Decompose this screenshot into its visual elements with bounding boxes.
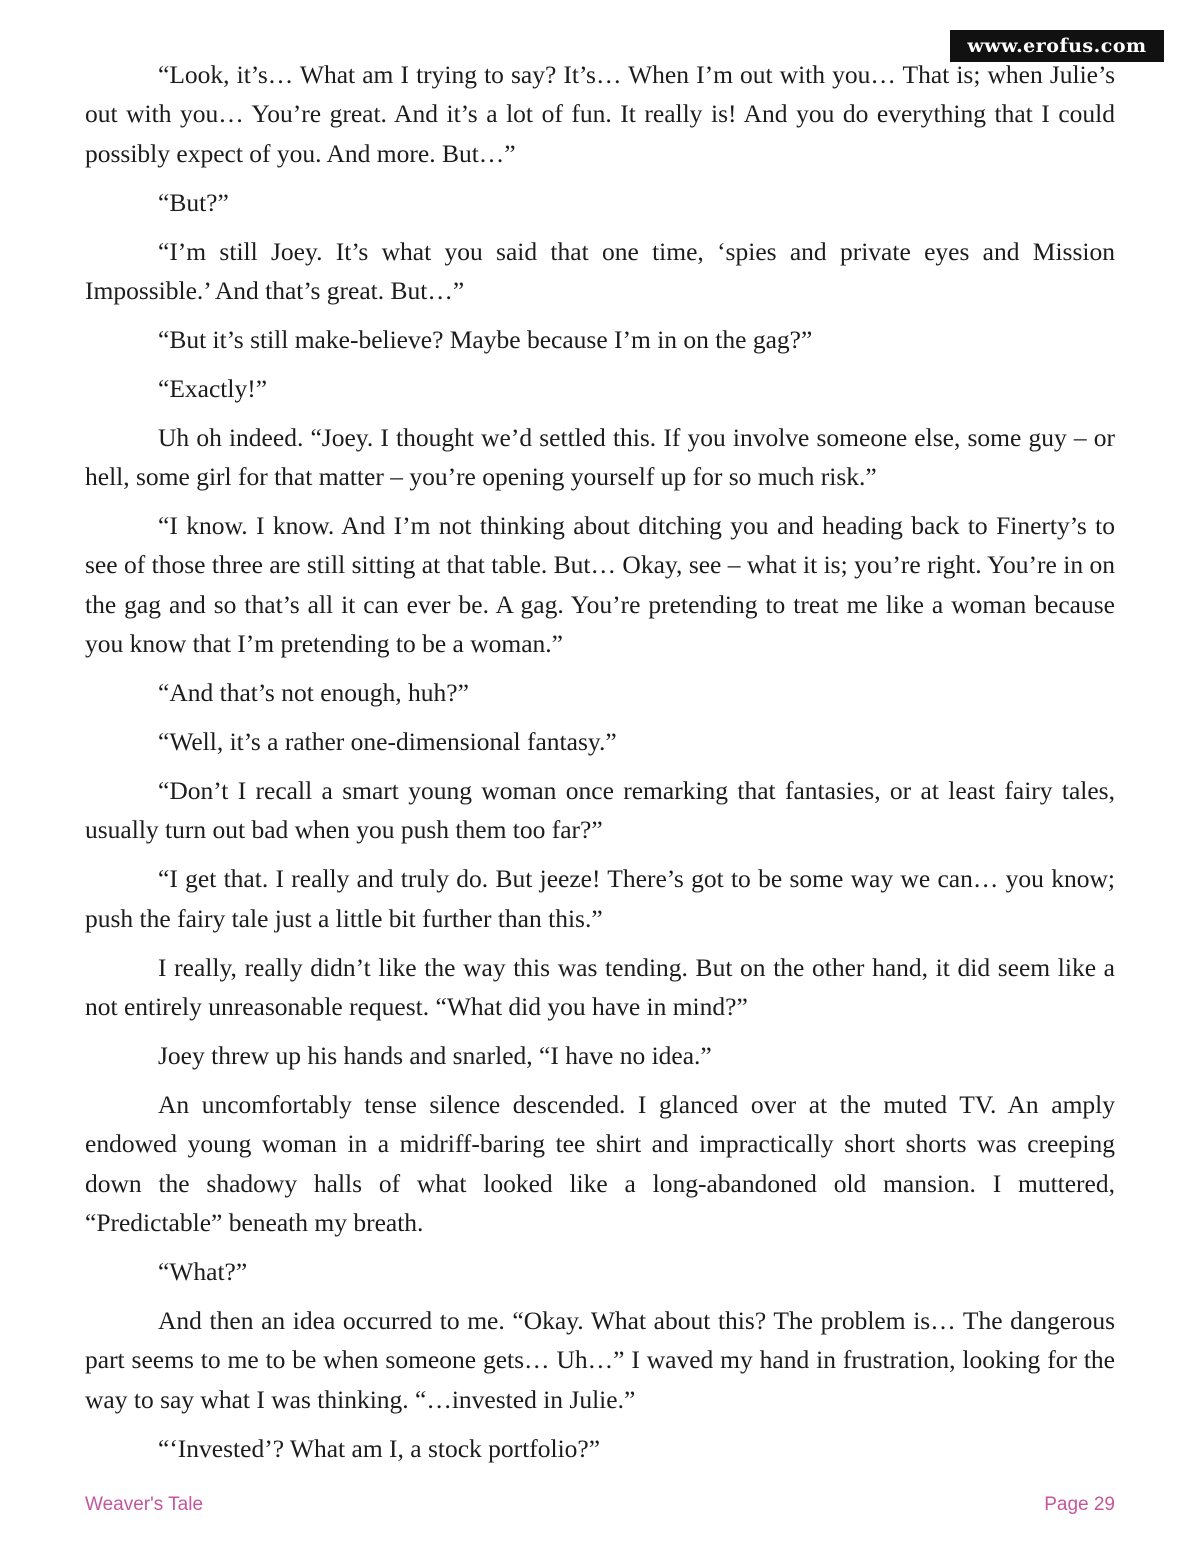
paragraph: “I get that. I really and truly do. But jeeze! There’s got to be some way we can… you know; push the fairy tale just a little bit further than this.” xyxy=(85,864,1115,933)
paragraph: “But?” xyxy=(158,187,229,217)
paragraph: “Exactly!” xyxy=(158,373,268,403)
paragraph: “But it’s still make-believe? Maybe because I’m in on the gag?” xyxy=(158,324,813,354)
paragraph: An uncomfortably tense silence descended. I glanced over at the muted TV. An amply endowed young woman in a midriff-baring tee shirt and impractically short shorts was creeping down the shadowy halls of what looked like a long-abandoned old mansion. I muttered, “Predictable” beneath my breath. xyxy=(85,1089,1115,1238)
footer-page-number: Page 29 xyxy=(1044,1494,1115,1515)
paragraph: “I’m still Joey. It’s what you said that one time, ‘spies and private eyes and Mission Impossible.’ And that’s great. But…” xyxy=(85,236,1115,306)
paragraph: Uh oh indeed. “Joey. I thought we’d settled this. If you involve someone else, some guy – or hell, some girl for that matter – you’re opening yourself up for so much risk.” xyxy=(85,422,1115,492)
paragraph: And then an idea occurred to me. “Okay. What about this? The problem is… The dangerous part seems to me to be when someone gets… Uh…” I waved my hand in frustration, looking for the way to say what I was thinking. “…invested in Julie.” xyxy=(85,1305,1115,1414)
paragraph: “Well, it’s a rather one-dimensional fantasy.” xyxy=(158,727,617,757)
paragraph: I really, really didn’t like the way this was tending. But on the other hand, it did seem like a not entirely unreasonable request. “What did you have in mind?” xyxy=(85,952,1115,1022)
paragraph: Joey threw up his hands and snarled, “I have no idea.” xyxy=(158,1040,712,1070)
watermark: www.erofus.com xyxy=(950,30,1164,62)
footer-book-title: Weaver's Tale xyxy=(85,1494,204,1515)
page-body xyxy=(85,55,1115,1478)
paragraph: “Look, it’s… What am I trying to say? It’s… When I’m out with you… That is; when Julie’s out with you… You’re great. And it’s a lot of fun. It really is! And you do everything that I could possibly expect of you. And more. But…” xyxy=(85,60,1115,168)
page-footer xyxy=(85,1494,1115,1522)
paragraph: “And that’s not enough, huh?” xyxy=(158,678,469,708)
paragraph: “I know. I know. And I’m not thinking about ditching you and heading back to Finerty’s to see of those three are still sitting at that table. But… Okay, see – what it is; you’re right. You’re in on the gag and so that’s all it can ever be. A gag. You’re pretending to treat me like a woman because you know that I’m pretending to be a woman.” xyxy=(85,511,1115,659)
paragraph: “‘Invested’? What am I, a stock portfolio?” xyxy=(158,1433,601,1463)
paragraph: “What?” xyxy=(158,1256,248,1286)
paragraph: “Don’t I recall a smart young woman once remarking that fantasies, or at least fairy tales, usually turn out bad when you push them too far?” xyxy=(85,776,1115,845)
